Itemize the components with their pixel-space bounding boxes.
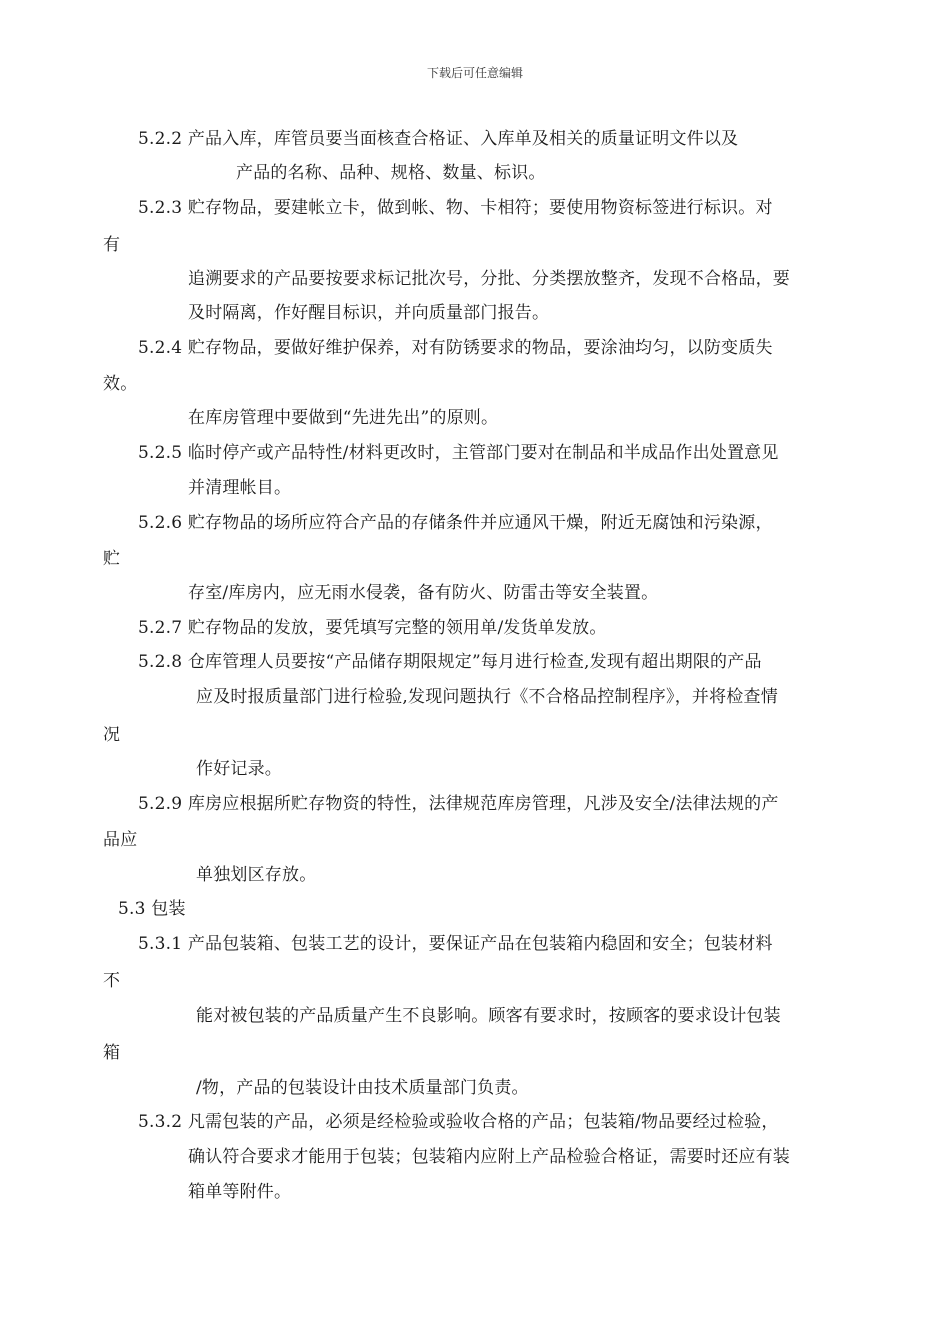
clause-5-2-4-line-3: 在库房管理中要做到“先进先出”的原则。 <box>188 408 499 428</box>
clause-5-3-1-line-1: 5.3.1 产品包装箱、包装工艺的设计，要保证产品在包装箱内稳固和安全；包装材料 <box>138 934 773 954</box>
clause-5-3-2-line-1: 5.3.2 凡需包装的产品，必须是经检验或验收合格的产品；包装箱/物品要经过检验， <box>138 1112 779 1132</box>
clause-5-2-4-line-2: 效。 <box>103 374 138 394</box>
clause-5-2-5-line-1: 5.2.5 临时停产或产品特性/材料更改时，主管部门要对在制品和半成品作出处置意见 <box>138 443 779 463</box>
clause-5-2-8-line-3: 况 <box>103 725 121 745</box>
section-5-3-heading: 5.3 包装 <box>118 899 186 919</box>
clause-5-2-6-line-2: 贮 <box>103 549 121 569</box>
clause-5-2-8-line-1: 5.2.8 仓库管理人员要按“产品储存期限规定”每月进行检查,发现有超出期限的产品 <box>138 652 762 672</box>
clause-5-2-5-line-2: 并清理帐目。 <box>188 478 292 498</box>
clause-5-2-2-line-2: 产品的名称、品种、规格、数量、标识。 <box>236 163 546 183</box>
clause-5-2-3-line-2: 有 <box>103 235 121 255</box>
clause-5-2-9-line-1: 5.2.9 库房应根据所贮存物资的特性，法律规范库房管理，凡涉及安全/法律法规的产 <box>138 794 779 814</box>
clause-5-2-2-line-1: 5.2.2 产品入库，库管员要当面核查合格证、入库单及相关的质量证明文件以及 <box>138 129 739 149</box>
clause-5-2-3-line-1: 5.2.3 贮存物品，要建帐立卡，做到帐、物、卡相符；要使用物资标签进行标识。对 <box>138 198 773 218</box>
clause-5-2-8-line-4: 作好记录。 <box>196 759 282 779</box>
clause-5-2-9-line-3: 单独划区存放。 <box>196 865 317 885</box>
clause-5-2-9-line-2: 品应 <box>103 830 138 850</box>
clause-5-2-8-line-2: 应及时报质量部门进行检验,发现问题执行《不合格品控制程序》，并将检查情 <box>196 687 778 707</box>
clause-5-3-2-line-3: 箱单等附件。 <box>188 1182 292 1202</box>
clause-5-2-6-line-3: 存室/库房内，应无雨水侵袭，备有防火、防雷击等安全装置。 <box>188 583 659 603</box>
page-header: 下载后可任意编辑 <box>426 66 523 80</box>
clause-5-2-6-line-1: 5.2.6 贮存物品的场所应符合产品的存储条件并应通风干燥，附近无腐蚀和污染源， <box>138 513 773 533</box>
clause-5-3-1-line-3: 能对被包装的产品质量产生不良影响。顾客有要求时，按顾客的要求设计包装 <box>196 1006 781 1026</box>
clause-5-2-4-line-1: 5.2.4 贮存物品，要做好维护保养，对有防锈要求的物品，要涂油均匀，以防变质失 <box>138 338 773 358</box>
clause-5-3-1-line-2: 不 <box>103 971 121 991</box>
clause-5-3-1-line-4: 箱 <box>103 1043 121 1063</box>
clause-5-2-7-line-1: 5.2.7 贮存物品的发放，要凭填写完整的领用单/发货单发放。 <box>138 618 607 638</box>
clause-5-3-2-line-2: 确认符合要求才能用于包装；包装箱内应附上产品检验合格证，需要时还应有装 <box>188 1147 790 1167</box>
clause-5-2-3-line-4: 及时隔离，作好醒目标识，并向质量部门报告。 <box>188 303 550 323</box>
clause-5-3-1-line-5: /物，产品的包装设计由技术质量部门负责。 <box>196 1078 529 1098</box>
clause-5-2-3-line-3: 追溯要求的产品要按要求标记批次号，分批、分类摆放整齐，发现不合格品，要 <box>188 269 790 289</box>
